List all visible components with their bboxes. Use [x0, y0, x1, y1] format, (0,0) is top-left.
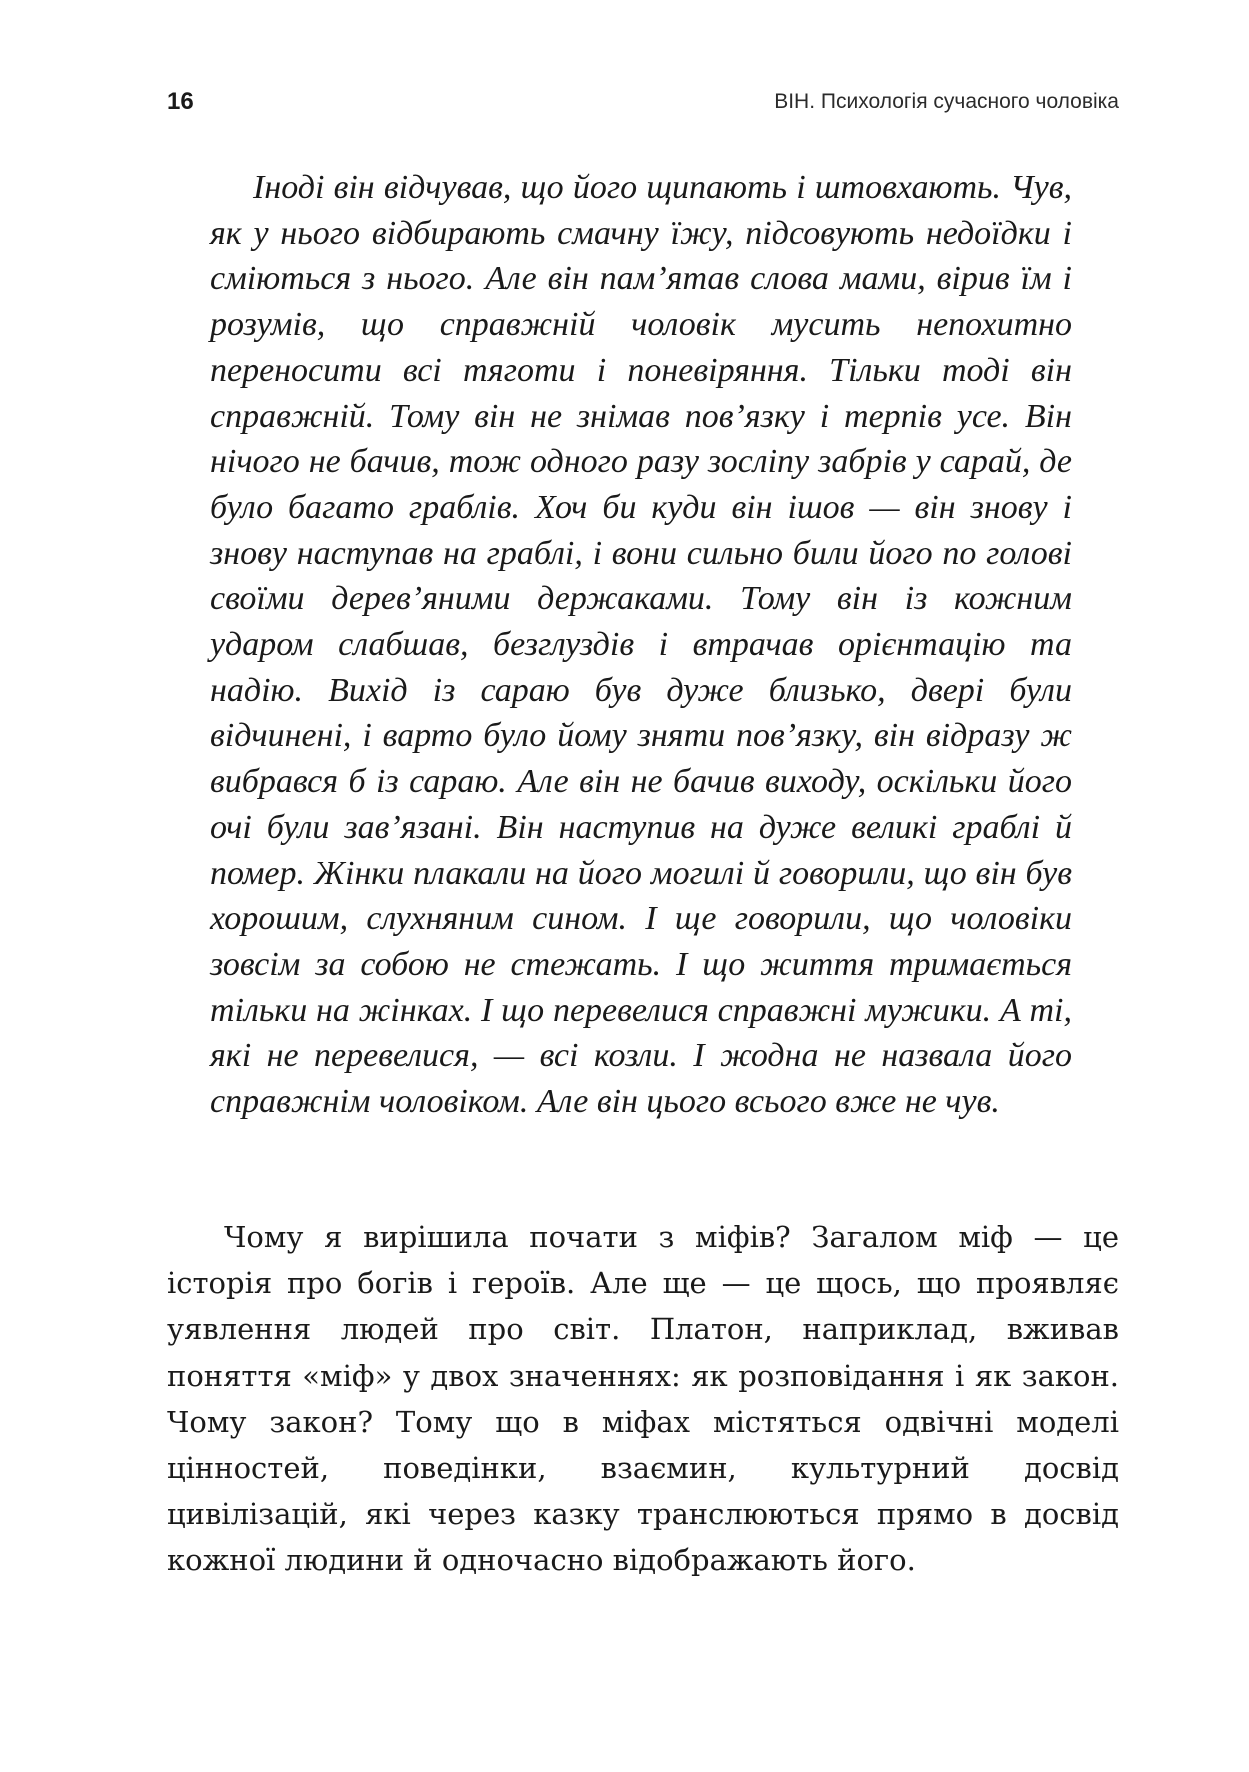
page-header: [167, 88, 1119, 128]
page-number: 16: [167, 88, 194, 115]
body-paragraph: Чому я вирішила почати з міфів? Загалом міф — це історія про богів і героїв. Але ще — це щось, що проявляє уявлення людей про світ. Платон, наприклад, вживав поняття «міф» у двох значеннях: як розповідання і як закон. Чому закон? Тому що в міфах містяться одвічні моделі цінностей, поведінки, взаємин, культурний досвід цивілізацій, які через казку транслюються прямо в досвід кожної людини й одночасно відображають його.: [167, 1220, 1119, 1578]
running-head: ВІН. Психологія сучасного чоловіка: [774, 90, 1119, 113]
italic-quote-block: [210, 165, 1072, 1125]
quote-paragraph: Іноді він відчував, що його щипають і штовхають. Чув, як у нього відбирають смачну їжу, підсовують недоїдки і сміються з нього. Але він пам’ятав слова мами, вірив їм і розумів, що справжній чоловік мусить непохитно переносити всі тяготи і поневіряння. Тільки тоді він справжній. Тому він не знімав пов’язку і терпів усе. Він нічого не бачив, тож одного разу зосліпу забрів у сарай, де було багато граблів. Хоч би куди він ішов — він знову і знову наступав на граблі, і вони сильно били його по голові своїми дерев’яними держаками. Тому він із кожним ударом слабшав, безглуздів і втрачав орієнтацію та надію. Вихід із сараю був дуже близько, двері були відчинені, і варто було йому зняти пов’язку, він відразу ж вибрався б із сараю. Але він не бачив виходу, оскільки його очі були зав’язані. Він наступив на дуже великі граблі й помер. Жінки плакали на його могилі й говорили, що він був хорошим, слухняним сином. І ще говорили, що чоловіки зовсім за собою не стежать. І що життя тримається тільки на жінках. І що перевелися справжні мужики. А ті, які не перевелися, — всі козли. І жодна не назвала його справжнім чоловіком. Але він цього всього вже не чув.: [210, 169, 1072, 1121]
body-text: [167, 1214, 1119, 1584]
